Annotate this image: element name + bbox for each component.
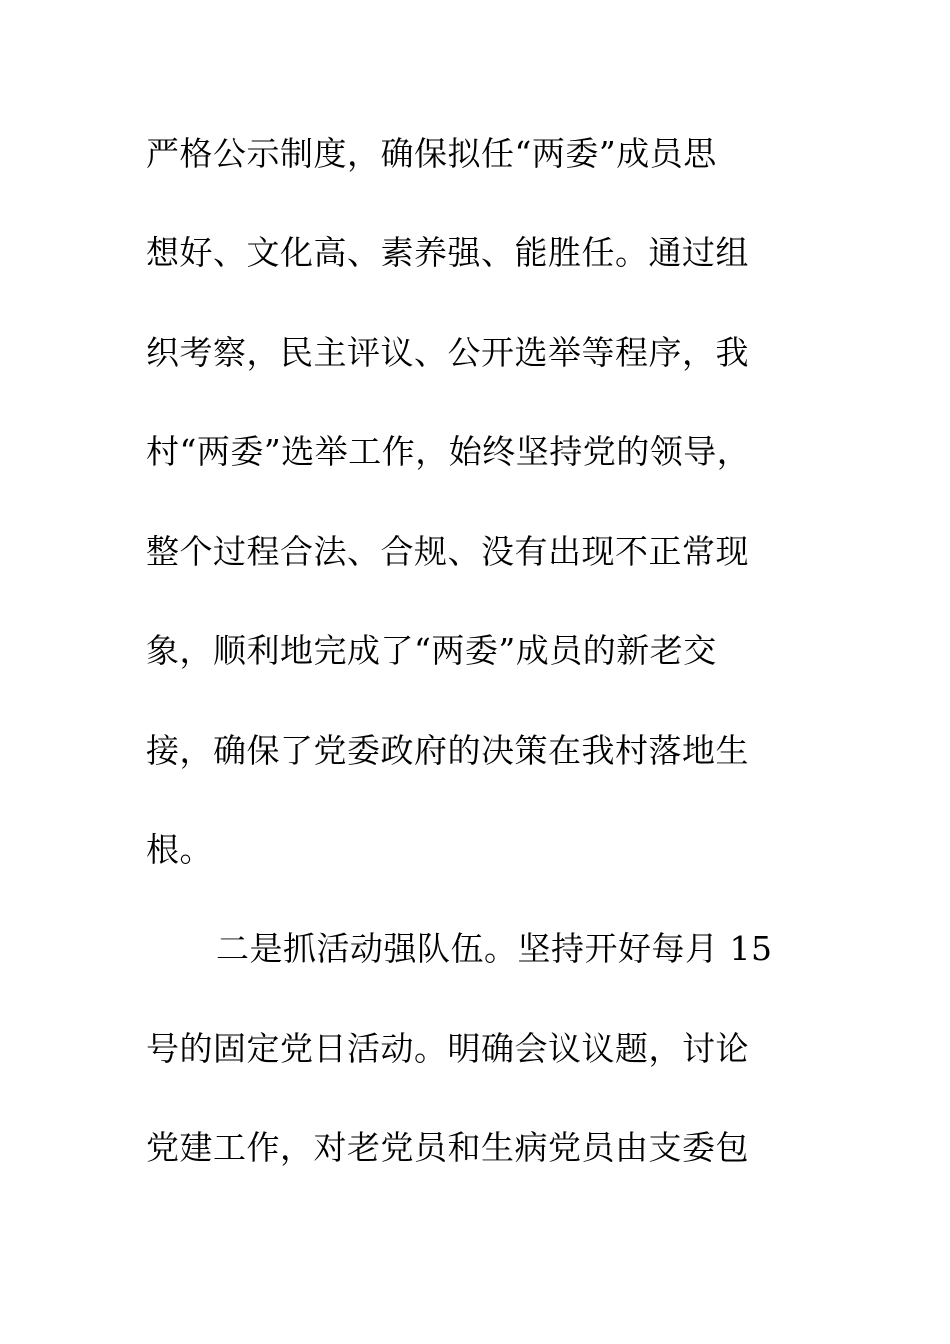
text-line: 根。 xyxy=(146,830,213,869)
text-line: 整个过程合法、合规、没有出现不正常现 xyxy=(146,532,749,571)
text-line: 织考察，民主评议、公开选举等程序，我 xyxy=(146,333,749,372)
text-line: 村“两委”选举工作，始终坚持党的领导， xyxy=(146,432,751,471)
text-line: 象，顺利地完成了“两委”成员的新老交 xyxy=(146,631,717,670)
text-line: 严格公示制度，确保拟任“两委”成员思 xyxy=(146,134,717,173)
text-line: 号的固定党日活动。明确会议议题，讨论 xyxy=(146,1029,749,1068)
text-line: 想好、文化高、素养强、能胜任。通过组 xyxy=(146,233,749,272)
text-line: 接，确保了党委政府的决策在我村落地生 xyxy=(146,731,749,770)
paragraph-first-line: 二是抓活动强队伍。坚持开好每月 15 xyxy=(216,929,773,968)
text-line: 党建工作，对老党员和生病党员由支委包 xyxy=(146,1128,749,1167)
